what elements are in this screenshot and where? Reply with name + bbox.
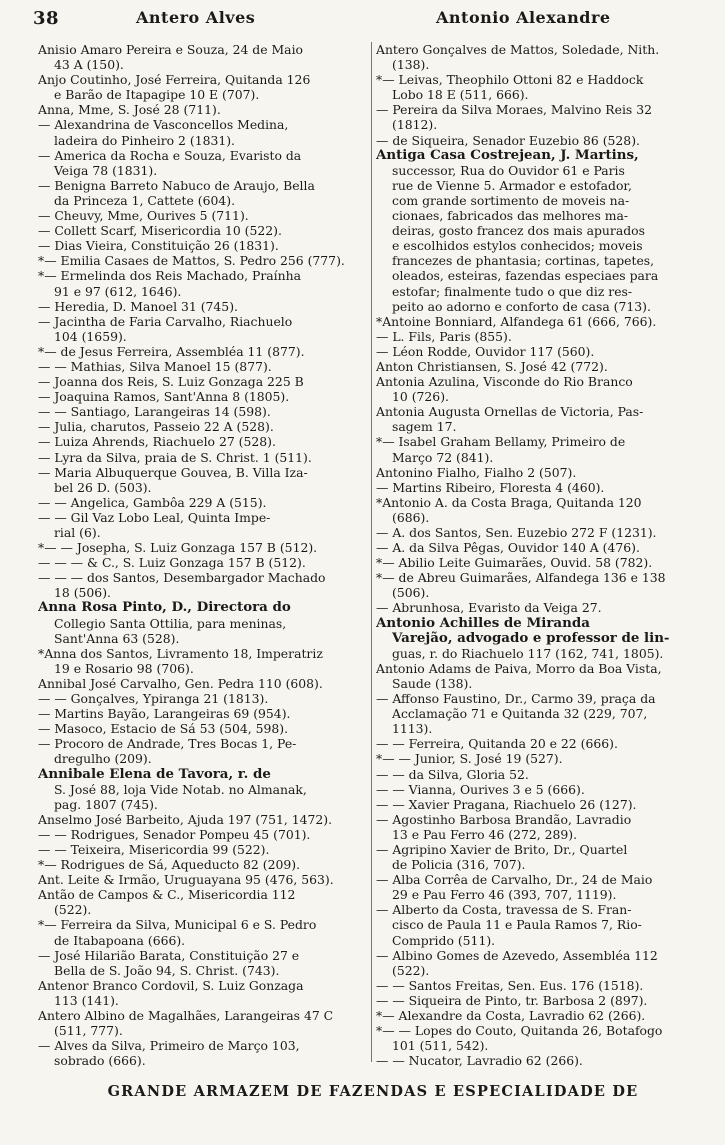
directory-entry-line: *— Emilia Casaes de Mattos, S. Pedro 256 (777). [38,253,345,269]
directory-entry-line: Março 72 (841). [392,449,494,465]
directory-entry-line: (1812). [392,117,438,133]
directory-entry-line: — Maria Albuquerque Gouvea, B. Villa Iza- [38,464,308,480]
directory-entry-line: estofar; finalmente tudo o que diz res- [392,283,633,299]
directory-entry-line: bel 26 D. (503). [54,479,152,495]
directory-entry-line: — Luiza Ahrends, Riachuelo 27 (528). [38,434,276,450]
directory-entry-line: Ant. Leite & Irmão, Uruguayana 95 (476, 563). [38,872,334,888]
directory-entry-line: — Julia, charutos, Passeio 22 A (528). [38,419,274,435]
directory-entry-line: Sant'Anna 63 (528). [54,630,180,646]
running-head-left: Antero Alves [136,8,256,27]
directory-entry-line: Antiga Casa Costrejean, J. Martins, [376,147,639,163]
directory-entry-line: — America da Rocha e Souza, Evaristo da [38,147,302,163]
directory-entry-line: *— de Abreu Guimarães, Alfandega 136 e 138 [376,570,666,586]
directory-entry-line: de Policia (316, 707). [392,857,526,873]
directory-entry-line: Annibale Elena de Tavora, r. de [38,766,271,782]
directory-entry-line: 101 (511, 542). [392,1038,489,1054]
directory-entry-line: — — Xavier Pragana, Riachuelo 26 (127). [376,796,637,812]
directory-entry-line: — Martins Ribeiro, Floresta 4 (460). [376,479,605,495]
directory-entry-line: Antonio Achilles de Miranda [376,615,590,631]
left-column [38,42,368,1068]
directory-entry-line: Antonio Adams de Paiva, Morro da Boa Vista, [376,660,662,676]
directory-entry-line: — Jacintha de Faria Carvalho, Riachuelo [38,313,293,329]
directory-entry-line: (522). [54,902,92,918]
directory-entry-line: — — Angelica, Gambôa 229 A (515). [38,494,267,510]
directory-entry-line: Comprido (511). [392,932,496,948]
directory-entry-line: Antenor Branco Cordovil, S. Luiz Gonzaga [38,977,304,993]
directory-entry-line: — Léon Rodde, Ouvidor 117 (560). [376,343,595,359]
directory-entry-line: — — Santos Freitas, Sen. Eus. 176 (1518). [376,977,644,993]
directory-entry-line: *— Leivas, Theophilo Ottoni 82 e Haddock [376,72,644,88]
directory-entry-line: 18 (506). [54,585,111,601]
directory-entry-line: sagem 17. [392,419,457,435]
directory-entry-line: — — Gil Vaz Lobo Leal, Quinta Impe- [38,509,271,525]
directory-entry-line: Antero Albino de Magalhães, Larangeiras 47 C [38,1008,334,1023]
directory-entry-line: — Joanna dos Reis, S. Luiz Gonzaga 225 B [38,374,304,390]
directory-entry-line: *— Abilio Leite Guimarães, Ouvid. 58 (782). [376,555,653,571]
directory-entry-line: dregulho (209). [54,751,152,767]
directory-entry-line: *— Ferreira da Silva, Municipal 6 e S. Pedro [38,917,317,933]
footer-banner: GRANDE ARMAZEM DE FAZENDAS E ESPECIALIDADE DE [107,1083,639,1100]
directory-entry-line: *Anna dos Santos, Livramento 18, Imperatriz [38,645,323,661]
directory-entry-line: *— Alexandre da Costa, Lavradio 62 (266). [376,1008,646,1023]
directory-entry-line: — Albino Gomes de Azevedo, Assembléa 112 [376,947,658,963]
directory-entry-line: Saude (138). [392,675,473,691]
directory-entry-line: — A. dos Santos, Sen. Euzebio 272 F (1231). [376,525,657,540]
directory-entry-line: S. José 88, loja Vide Notab. no Almanak, [54,781,307,797]
directory-entry-line: 43 A (150). [54,57,124,73]
directory-entry-line: Anton Christiansen, S. José 42 (772). [376,358,608,374]
right-column [376,42,706,1068]
directory-entry-line: — Heredia, D. Manoel 31 (745). [38,298,238,314]
directory-entry-line: — Alberto da Costa, travessa de S. Fran- [376,902,632,918]
directory-entry-line: — Abrunhosa, Evaristo da Veiga 27. [376,600,602,616]
directory-entry-line: com grande sortimento de moveis na- [392,192,630,208]
directory-entry-line: — A. da Silva Pêgas, Ouvidor 140 A (476). [376,540,640,556]
directory-entry-line: *Antonio A. da Costa Braga, Quitanda 120 [376,494,642,510]
directory-entry-line: — Alves da Silva, Primeiro de Março 103, [38,1038,300,1054]
directory-entry-line: peito ao adorno e conforto de casa (713). [392,298,651,314]
directory-entry-line: — Collett Scarf, Misericordia 10 (522). [38,223,282,239]
directory-entry-line: — Pereira da Silva Moraes, Malvino Reis 32 [376,102,652,118]
directory-entry-line: 104 (1659). [54,328,127,344]
directory-entry-line: 29 e Pau Ferro 46 (393, 707, 1119). [392,887,617,903]
directory-entry-line: — — — & C., S. Luiz Gonzaga 157 B (512). [38,555,306,571]
directory-entry-line: — Affonso Faustino, Dr., Carmo 39, praça da [376,691,656,707]
directory-entry-line: Annibal José Carvalho, Gen. Pedra 110 (608). [38,675,323,691]
directory-entry-line: *— — Junior, S. José 19 (527). [376,751,563,767]
directory-entry-line: oleados, esteiras, fazendas especiaes para [392,268,659,284]
directory-entry-line: — — Rodrigues, Senador Pompeu 45 (701). [38,826,311,842]
directory-entry-line: Antero Gonçalves de Mattos, Soledade, Nith. [376,42,660,57]
directory-entry-line: Varejão, advogado e professor de lin- [392,630,670,646]
directory-entry-line: *— Ermelinda dos Reis Machado, Praínha [38,268,301,284]
page-number: 38 [33,8,60,29]
directory-entry-line: — — Gonçalves, Ypiranga 21 (1813). [38,691,269,707]
directory-entry-line: pag. 1807 (745). [54,796,158,812]
directory-entry-line: — L. Fils, Paris (855). [376,328,512,344]
directory-entry-line: Antonino Fialho, Fialho 2 (507). [376,464,577,480]
directory-entry-line: 10 (726). [392,389,449,405]
directory-entry-line: 13 e Pau Ferro 46 (272, 289). [392,826,578,842]
directory-entry-line: — Alba Corrêa de Carvalho, Dr., 24 de Maio [376,872,653,888]
directory-entry-line: — — Teixeira, Misericordia 99 (522). [38,841,270,857]
directory-entry-line: (511, 777). [54,1023,123,1039]
directory-entry-line: — de Siqueira, Senador Euzebio 86 (528). [376,132,640,148]
directory-entry-line: — José Hilarião Barata, Constituição 27 e [38,947,300,963]
directory-entry-line: — Procoro de Andrade, Tres Bocas 1, Pe- [38,736,297,752]
directory-entry-line: Anisio Amaro Pereira e Souza, 24 de Maio [38,42,303,57]
directory-entry-line: *— Isabel Graham Bellamy, Primeiro de [376,434,626,450]
directory-entry-line: Lobo 18 E (511, 666). [392,87,529,103]
directory-entry-line: deiras, gosto francez dos mais apurados [392,223,645,239]
directory-entry-line: de Itabapoana (666). [54,932,186,948]
directory-entry-line: — — Siqueira de Pinto, tr. Barbosa 2 (897). [376,992,648,1008]
directory-entry-line: — Agripino Xavier de Brito, Dr., Quartel [376,841,628,857]
directory-entry-line: — Martins Bayão, Larangeiras 69 (954). [38,706,291,722]
directory-entry-line: — — Nucator, Lavradio 62 (266). [376,1053,583,1069]
directory-entry-line: Anjo Coutinho, José Ferreira, Quitanda 126 [38,72,311,88]
directory-entry-line: *— de Jesus Ferreira, Assembléa 11 (877). [38,343,305,359]
directory-entry-line: (138). [392,57,430,73]
directory-entry-line: — Masoco, Estacio de Sá 53 (504, 598). [38,721,289,737]
directory-entry-line: *— — Josepha, S. Luiz Gonzaga 157 B (512). [38,540,318,556]
directory-entry-line: successor, Rua do Ouvidor 61 e Paris [392,162,625,178]
directory-entry-line: Bella de S. João 94, S. Christ. (743). [54,962,280,978]
directory-entry-line: 19 e Rosario 98 (706). [54,660,194,676]
directory-entry-line: cionaes, fabricados das melhores ma- [392,208,629,224]
directory-entry-line: — — — dos Santos, Desembargador Machado [38,570,326,586]
directory-entry-line: — Cheuvy, Mme, Ourives 5 (711). [38,208,249,224]
running-head-right: Antonio Alexandre [436,8,611,27]
directory-entry-line: — Joaquina Ramos, Sant'Anna 8 (1805). [38,389,290,405]
directory-entry-line: — — da Silva, Gloria 52. [376,766,529,782]
directory-entry-line: (506). [392,585,430,601]
directory-entry-line: Anselmo José Barbeito, Ajuda 197 (751, 1472). [38,811,333,827]
directory-entry-line: guas, r. do Riachuelo 117 (162, 741, 1805). [392,645,664,661]
directory-entry-line: Acclamação 71 e Quitanda 32 (229, 707, [392,706,648,722]
directory-entry-line: — Dias Vieira, Constituição 26 (1831). [38,238,279,254]
directory-entry-line: Veiga 78 (1831). [54,162,158,178]
directory-entry-line: e Barão de Itapagipe 10 E (707). [54,87,260,103]
directory-entry-line: 1113). [392,721,433,737]
column-divider [371,42,372,1062]
directory-entry-line: 91 e 97 (612, 1646). [54,283,182,299]
directory-entry-line: ladeira do Pinheiro 2 (1831). [54,132,235,148]
directory-entry-line: *— Rodrigues de Sá, Aqueducto 82 (209). [38,857,301,873]
directory-entry-line: da Princeza 1, Cattete (604). [54,192,236,208]
directory-entry-line: *— — Lopes do Couto, Quitanda 26, Botafogo [376,1023,663,1039]
directory-entry-line: cisco de Paula 11 e Paula Ramos 7, Rio- [392,917,642,933]
directory-entry-line: — — Mathias, Silva Manoel 15 (877). [38,358,272,374]
directory-entry-line: sobrado (666). [54,1053,146,1069]
directory-entry-line: (686). [392,509,430,525]
directory-entry-line: — Lyra da Silva, praia de S. Christ. 1 (511). [38,449,312,465]
directory-entry-line: rial (6). [54,525,101,540]
directory-entry-line: *Antoine Bonniard, Alfandega 61 (666, 766). [376,313,657,329]
directory-entry-line: e escolhidos estylos conhecidos; moveis [392,238,643,254]
directory-entry-line: francezes de phantasia; cortinas, tapetes, [392,253,655,269]
directory-entry-line: (522). [392,962,430,978]
directory-entry-line: — — Santiago, Larangeiras 14 (598). [38,404,271,420]
directory-entry-line: rue de Vienne 5. Armador e estofador, [392,177,632,193]
directory-entry-line: Anna Rosa Pinto, D., Directora do [38,600,291,616]
directory-entry-line: Antonia Augusta Ornellas de Victoria, Pas- [376,404,644,420]
directory-entry-line: — Agostinho Barbosa Brandão, Lavradio [376,811,632,827]
directory-entry-line: Collegio Santa Ottilia, para meninas, [54,615,287,631]
directory-entry-line: Antonia Azulina, Visconde do Rio Branco [376,374,633,390]
directory-entry-line: 113 (141). [54,992,119,1008]
directory-entry-line: — — Ferreira, Quitanda 20 e 22 (666). [376,736,618,752]
directory-entry-line: Antão de Campos & C., Misericordia 112 [38,887,296,903]
directory-entry-line: — — Vianna, Ourives 3 e 5 (666). [376,781,585,797]
directory-entry-line: Anna, Mme, S. José 28 (711). [38,102,221,118]
directory-entry-line: — Alexandrina de Vasconcellos Medina, [38,117,289,133]
directory-entry-line: — Benigna Barreto Nabuco de Araujo, Bella [38,177,315,193]
